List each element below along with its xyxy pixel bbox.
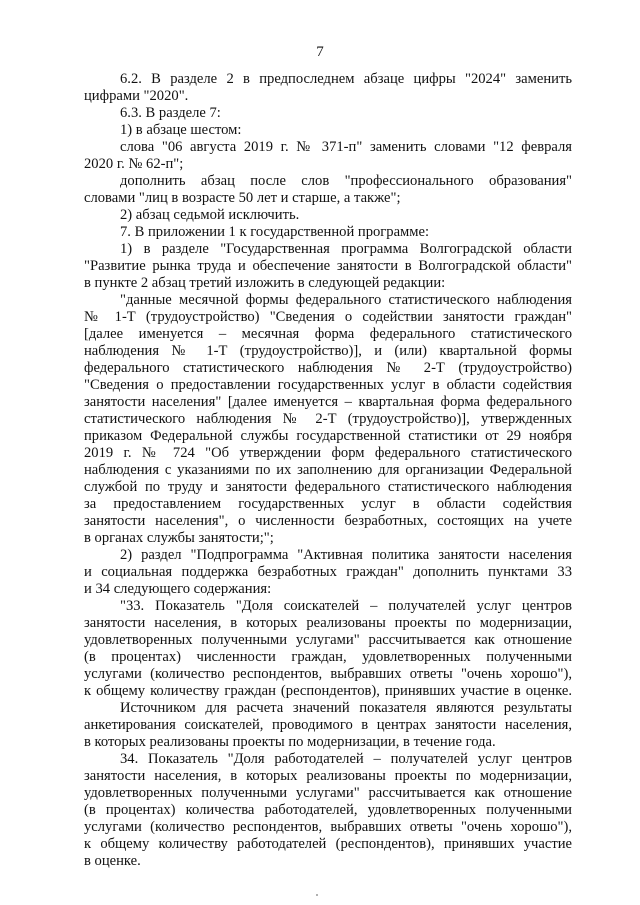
text-line: 1) в абзаце шестом: — [120, 122, 242, 138]
text-line: занятости населения" [далее именуется – квартальная форма федерального — [84, 394, 572, 410]
text-line: 1) в разделе "Государственная программа Волгоградской области — [120, 241, 572, 257]
text-line: (в процентах) численности граждан, удовлетворенных полученными — [84, 649, 572, 665]
text-line: [далее именуется – месячная форма федерального статистического — [84, 326, 572, 342]
text-line: в которых реализованы проекты по модернизации, в течение года. — [84, 734, 496, 750]
text-line: анкетирования соискателей, проводимого в центрах занятости населения, — [84, 717, 572, 733]
text-line: "33. Показатель "Доля соискателей – получателей услуг центров — [120, 598, 572, 614]
text-line: словами "лиц в возрасте 50 лет и старше, а также"; — [84, 190, 401, 206]
text-line: "Сведения о предоставлении государственных услуг в области содействия — [84, 377, 572, 393]
text-line: в оценке. — [84, 853, 141, 869]
text-line: удовлетворенных полученными услугами" рассчитывается как отношение — [84, 632, 572, 648]
text-line: "данные месячной формы федерального статистического наблюдения — [120, 292, 572, 308]
text-line: к общему количеству работодателей (респондентов), принявших участие — [84, 836, 572, 852]
text-line: в пункте 2 абзац третий изложить в следующей редакции: — [84, 275, 446, 291]
text-line: удовлетворенных полученными услугами" рассчитывается как отношение — [84, 785, 572, 801]
text-line: № 1-Т (трудоустройство) "Сведения о содействии занятости граждан" — [84, 309, 572, 325]
text-line: занятости населения, в которых реализованы проекты по модернизации, — [84, 768, 572, 784]
text-line: и 34 следующего содержания: — [84, 581, 272, 597]
text-line: 2020 г. № 62-п"; — [84, 156, 184, 172]
text-line: услугами (количество респондентов, выбравших ответы "очень хорошо"), — [84, 819, 572, 835]
text-line: 6.2. В разделе 2 в предпоследнем абзаце цифры "2024" заменить — [120, 71, 572, 87]
text-line: 2019 г. № 724 "Об утверждении форм федерального статистического — [84, 445, 572, 461]
text-line: наблюдения с указаниями по их заполнению для организации Федеральной — [84, 462, 572, 478]
document-body — [84, 71, 572, 870]
text-line: услугами (количество респондентов, выбравших ответы "очень хорошо"), — [84, 666, 572, 682]
text-line: 7. В приложении 1 к государственной программе: — [120, 224, 430, 240]
text-line: службой по труду и занятости федерального статистического наблюдения — [84, 479, 572, 495]
text-line: (в процентах) количества работодателей, удовлетворенных полученными — [84, 802, 572, 818]
text-line: и социальная поддержка безработных граждан" дополнить пунктами 33 — [84, 564, 572, 580]
text-line: наблюдения № 1-Т (трудоустройство)], и (или) квартальной формы — [84, 343, 572, 359]
text-line: слова "06 августа 2019 г. № 371-п" заменить словами "12 февраля — [120, 139, 572, 155]
text-line: 2) абзац седьмой исключить. — [120, 207, 300, 223]
text-line: занятости населения", о численности безработных, состоящих на учете — [84, 513, 572, 529]
text-line: Источником для расчета значений показателя являются результаты — [120, 700, 572, 716]
text-line: цифрами "2020". — [84, 88, 189, 104]
text-line: занятости населения, в которых реализованы проекты по модернизации, — [84, 615, 572, 631]
text-line: статистического наблюдения № 2-Т (трудоустройство)], утвержденных — [84, 411, 572, 427]
text-line: за предоставлением государственных услуг в области содействия — [84, 496, 572, 512]
text-line: 34. Показатель "Доля работодателей – получателей услуг центров — [120, 751, 572, 767]
scan-dot — [316, 894, 318, 896]
text-line: "Развитие рынка труда и обеспечение занятости в Волгоградской области" — [84, 258, 572, 274]
text-line: дополнить абзац после слов "профессионального образования" — [120, 173, 572, 189]
text-line: приказом Федеральной службы государственной статистики от 29 ноября — [84, 428, 572, 444]
text-line: 6.3. В разделе 7: — [120, 105, 221, 121]
text-line: федерального статистического наблюдения № 2-Т (трудоустройство) — [84, 360, 572, 376]
text-line: в органах службы занятости;"; — [84, 530, 274, 546]
text-line: 2) раздел "Подпрограмма "Активная политика занятости населения — [120, 547, 572, 563]
page-number: 7 — [316, 44, 324, 60]
text-line: к общему количеству граждан (респондентов), принявших участие в оценке. — [84, 683, 572, 699]
